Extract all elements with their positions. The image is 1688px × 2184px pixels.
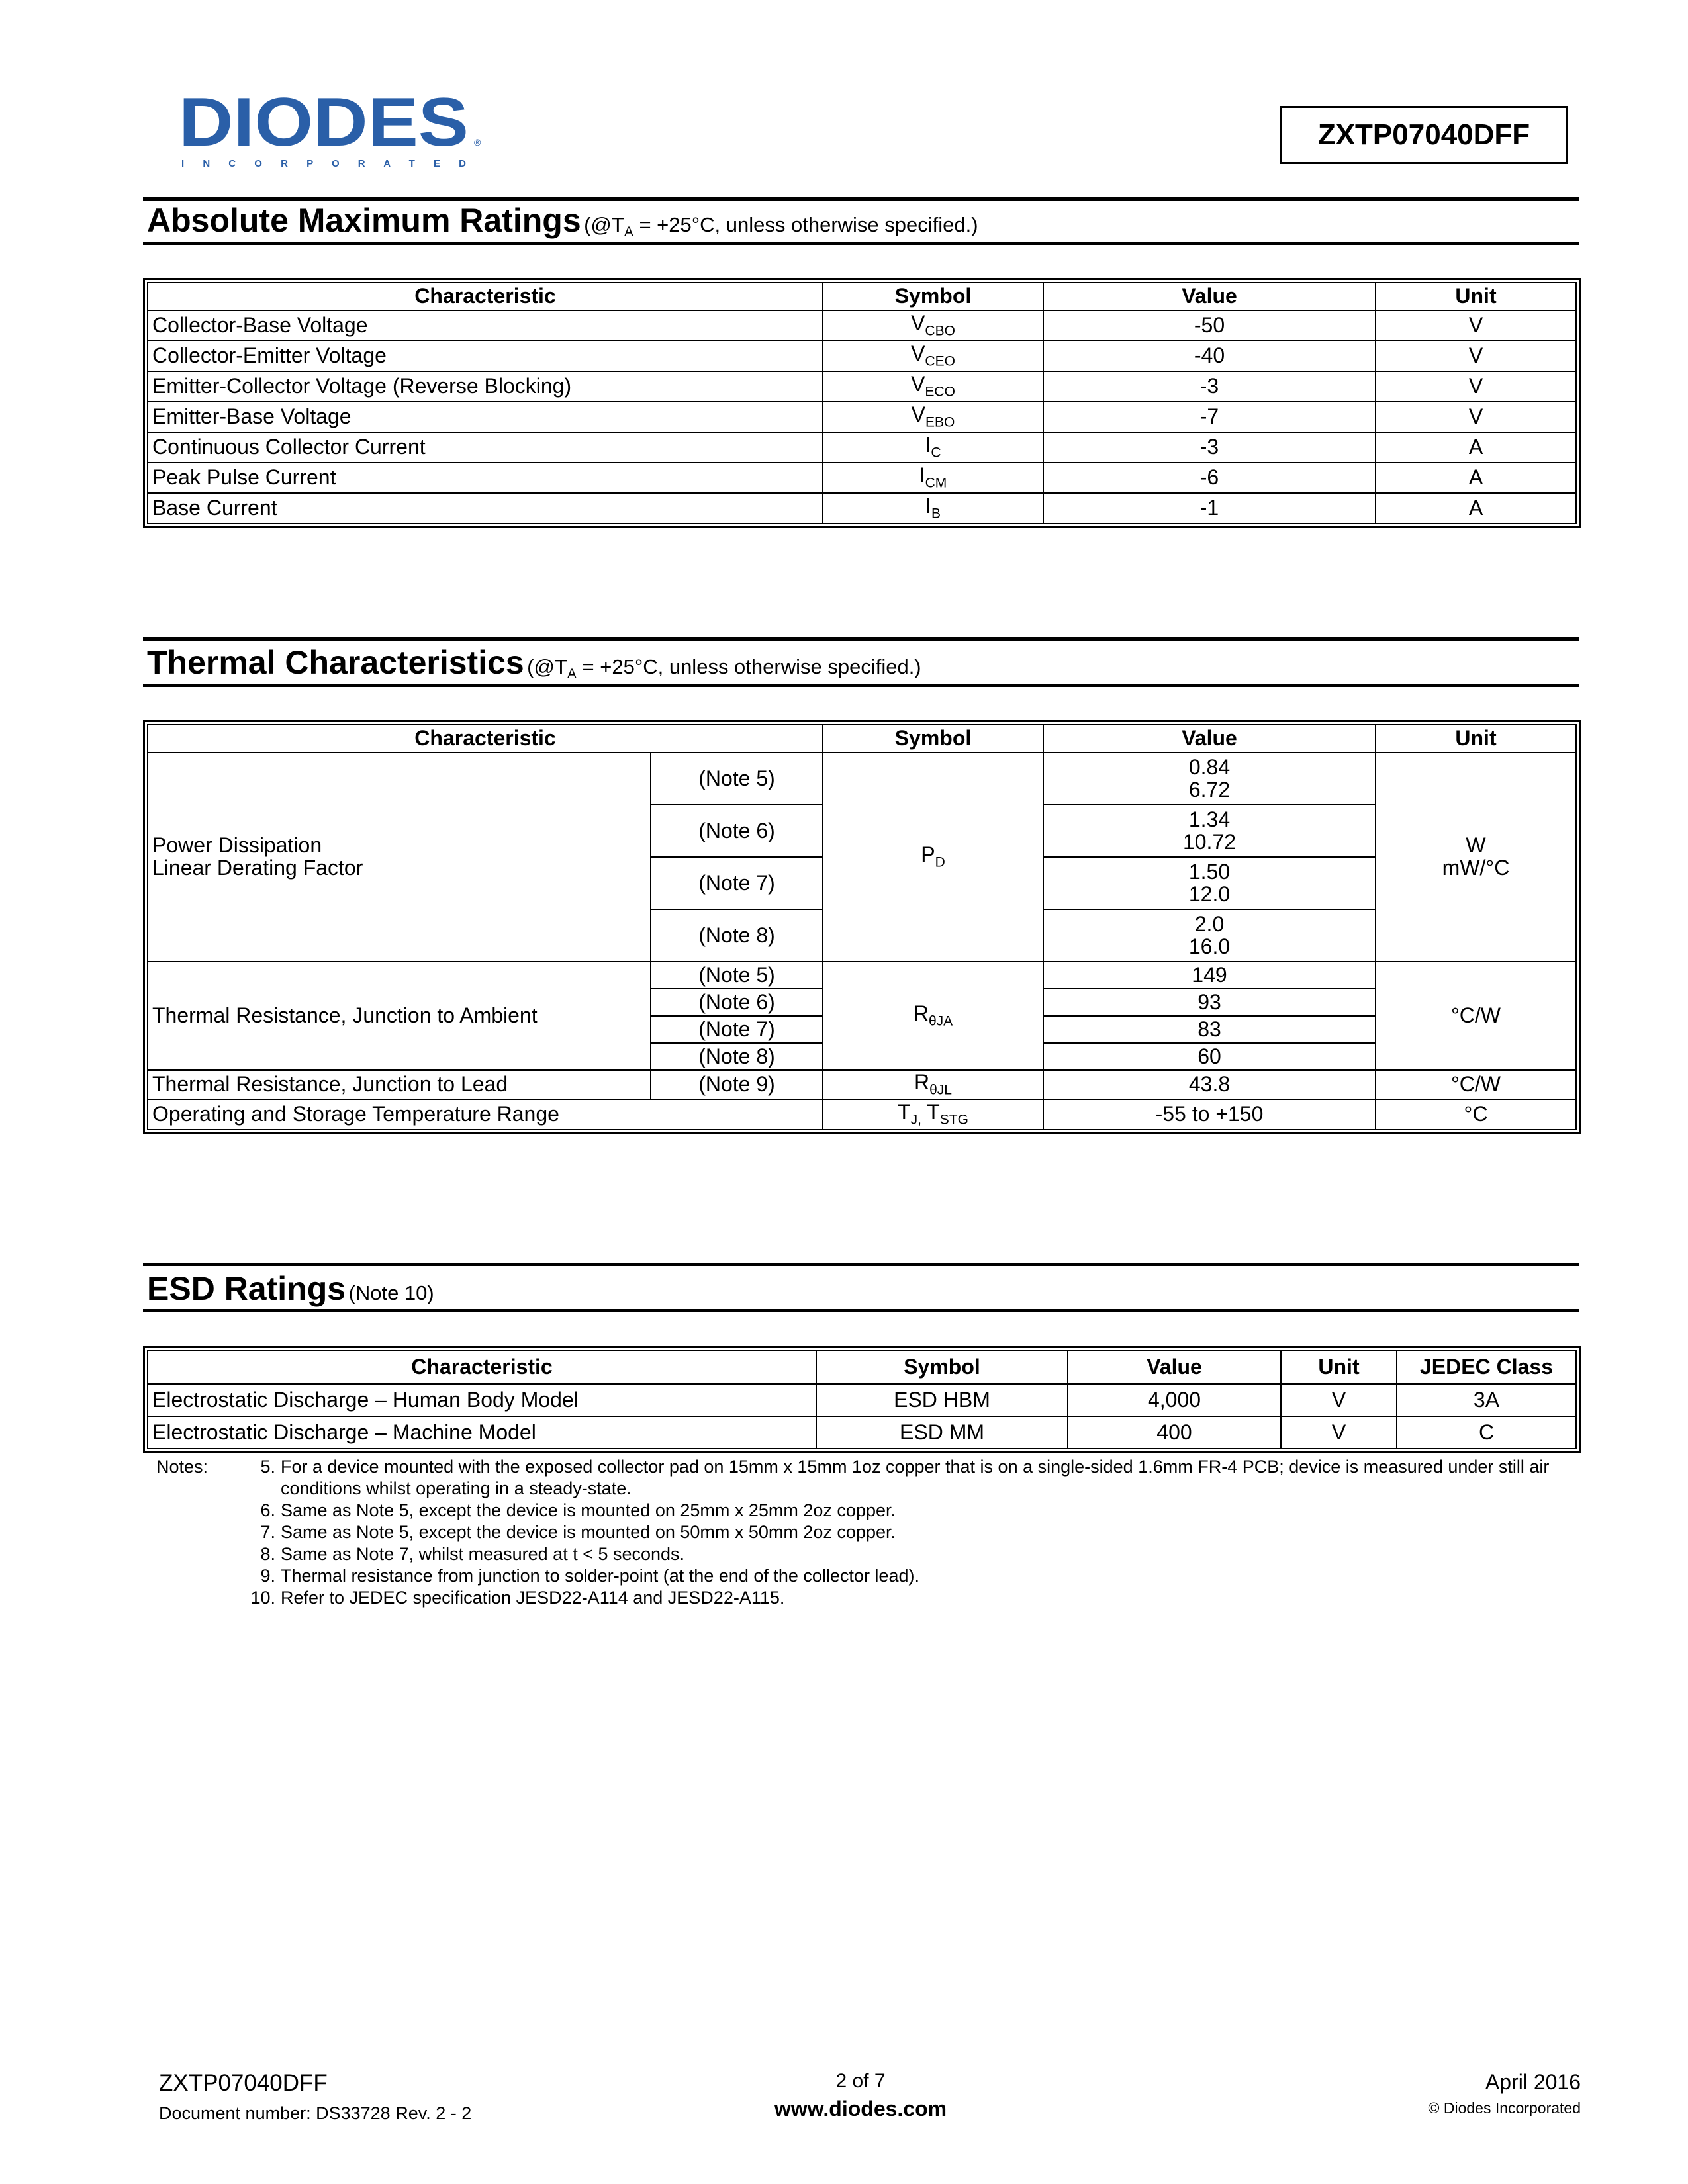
thermal-table bbox=[143, 720, 1581, 1134]
value-cell: -40 bbox=[1043, 341, 1376, 371]
value-cell: 149 bbox=[1043, 962, 1376, 989]
value-cell: -3 bbox=[1043, 432, 1376, 463]
note-item: 5. For a device mounted with the exposed collector pad on 15mm x 15mm 1oz copper that is on a single-sided 1.6mm FR-4 PCB; device is measured under still air conditions whilst operating in a steady-state. bbox=[260, 1457, 1550, 1498]
unit-cell: W mW/°C bbox=[1376, 752, 1576, 962]
value-cell: 0.84 6.72 bbox=[1043, 752, 1376, 805]
characteristic-cell: Peak Pulse Current bbox=[148, 463, 823, 493]
characteristic-cell: Emitter-Base Voltage bbox=[148, 402, 823, 432]
unit-cell: V bbox=[1281, 1384, 1397, 1416]
class-cell: C bbox=[1397, 1416, 1576, 1449]
amr-condition: ($@T_A = +25^\circ C$, unless otherwise specified.) bbox=[584, 212, 978, 240]
unit-cell: A bbox=[1376, 493, 1576, 523]
table-row bbox=[148, 463, 1576, 493]
note-item: 10. Refer to JEDEC specification JESD22-A114 and JESD22-A115. bbox=[250, 1588, 785, 1608]
symbol-cell: $R_{\theta JL}$ bbox=[823, 1070, 1043, 1099]
col-header: Unit bbox=[1376, 283, 1576, 310]
table-row bbox=[148, 1070, 1576, 1099]
esd-table bbox=[143, 1346, 1581, 1453]
unit-cell: °C/W bbox=[1376, 1070, 1576, 1099]
characteristic-cell: Emitter-Collector Voltage (Reverse Blocking) bbox=[148, 371, 823, 402]
footer-copyright: © Diodes Incorporated bbox=[1428, 2099, 1581, 2116]
note-cell: (Note 6) bbox=[651, 989, 823, 1016]
col-header: Unit bbox=[1376, 725, 1576, 752]
note-item: 9. Thermal resistance from junction to solder-point (at the end of the collector lead). bbox=[260, 1566, 919, 1586]
value-cell: 1.34 10.72 bbox=[1043, 805, 1376, 857]
symbol-cell: ESD MM bbox=[816, 1416, 1068, 1449]
col-header: Characteristic bbox=[148, 1351, 816, 1384]
logo-wordmark: DIODES bbox=[179, 93, 469, 161]
unit-cell: V bbox=[1281, 1416, 1397, 1449]
note-cell: (Note 9) bbox=[651, 1070, 823, 1099]
table-header-row bbox=[148, 283, 1576, 310]
table-row bbox=[148, 962, 1576, 989]
characteristic-cell: Collector-Base Voltage bbox=[148, 310, 823, 341]
note-cell: (Note 5) bbox=[651, 962, 823, 989]
col-header: Characteristic bbox=[148, 283, 823, 310]
value-cell: 4,000 bbox=[1068, 1384, 1281, 1416]
notes-list bbox=[242, 1456, 1566, 1609]
characteristic-cell: Collector-Emitter Voltage bbox=[148, 341, 823, 371]
symbol-cell: $I_{CM}$ bbox=[823, 463, 1043, 493]
table-row bbox=[148, 310, 1576, 341]
col-header: Symbol bbox=[823, 725, 1043, 752]
footer-part-number: ZXTP07040DFF bbox=[159, 2070, 328, 2096]
symbol-cell: $V_{CBO}$ bbox=[823, 310, 1043, 341]
table-row bbox=[148, 1384, 1576, 1416]
diodes-logo-mark bbox=[179, 93, 483, 172]
table-header-row bbox=[148, 725, 1576, 752]
table-row bbox=[148, 341, 1576, 371]
unit-cell: A bbox=[1376, 432, 1576, 463]
thermal-heading bbox=[143, 637, 1579, 687]
characteristic-cell: Base Current bbox=[148, 493, 823, 523]
unit-cell: V bbox=[1376, 371, 1576, 402]
table-row bbox=[148, 1416, 1576, 1449]
amr-table bbox=[143, 278, 1581, 528]
value-cell: 60 bbox=[1043, 1043, 1376, 1070]
logo-subtext: I N C O R P O R A T E D bbox=[181, 158, 466, 169]
col-header: Characteristic bbox=[148, 725, 823, 752]
notes-label: Notes: bbox=[156, 1457, 209, 1477]
symbol-cell: $V_{CEO}$ bbox=[823, 341, 1043, 371]
table-row bbox=[148, 493, 1576, 523]
symbol-cell: $P_D$ bbox=[823, 752, 1043, 962]
symbol-cell: $I_B$ bbox=[823, 493, 1043, 523]
value-cell: 2.0 16.0 bbox=[1043, 909, 1376, 962]
unit-cell: V bbox=[1376, 310, 1576, 341]
value-cell: -1 bbox=[1043, 493, 1376, 523]
unit-cell: V bbox=[1376, 341, 1576, 371]
footer-page-number: 2 of 7 bbox=[835, 2070, 886, 2092]
footer-document-number: Document number: DS33728 Rev. 2 - 2 bbox=[159, 2103, 472, 2123]
symbol-cell: $R_{\theta JA}$ bbox=[823, 962, 1043, 1070]
col-header: Value bbox=[1043, 283, 1376, 310]
value-cell: 43.8 bbox=[1043, 1070, 1376, 1099]
note-item: 7. Same as Note 5, except the device is mounted on 50mm x 50mm 2oz copper. bbox=[260, 1522, 896, 1542]
col-header: Value bbox=[1043, 725, 1376, 752]
note-cell: (Note 6) bbox=[651, 805, 823, 857]
class-cell: 3A bbox=[1397, 1384, 1576, 1416]
characteristic-cell: Electrostatic Discharge – Human Body Model bbox=[148, 1384, 816, 1416]
symbol-cell: $V_{EBO}$ bbox=[823, 402, 1043, 432]
value-cell: 93 bbox=[1043, 989, 1376, 1016]
symbol-cell: $T_{J,}$ $T_{STG}$ bbox=[823, 1099, 1043, 1130]
symbol-cell: $V_{ECO}$ bbox=[823, 371, 1043, 402]
footer-website-link[interactable]: www.diodes.com bbox=[774, 2097, 947, 2120]
note-cell: (Note 7) bbox=[651, 857, 823, 909]
esd-title: ESD Ratings bbox=[147, 1270, 346, 1307]
table-row bbox=[148, 432, 1576, 463]
table-header-row bbox=[148, 1351, 1576, 1384]
value-cell: -6 bbox=[1043, 463, 1376, 493]
unit-cell: °C bbox=[1376, 1099, 1576, 1130]
esd-heading bbox=[143, 1263, 1579, 1312]
svg-text:®: ® bbox=[474, 137, 481, 148]
symbol-cell: ESD HBM bbox=[816, 1384, 1068, 1416]
value-cell: -3 bbox=[1043, 371, 1376, 402]
value-cell: -7 bbox=[1043, 402, 1376, 432]
value-cell: -50 bbox=[1043, 310, 1376, 341]
col-header: Symbol bbox=[816, 1351, 1068, 1384]
col-header: Symbol bbox=[823, 283, 1043, 310]
table-row bbox=[148, 1099, 1576, 1130]
part-number: ZXTP07040DFF bbox=[1317, 118, 1530, 151]
thermal-condition: ($@T_A = +25^\circ C$, unless otherwise specified.) bbox=[527, 655, 921, 682]
characteristic-cell: Continuous Collector Current bbox=[148, 432, 823, 463]
table-row bbox=[148, 402, 1576, 432]
characteristic-cell: Thermal Resistance, Junction to Ambient bbox=[148, 962, 651, 1070]
unit-cell: V bbox=[1376, 402, 1576, 432]
value-cell: -55 to +150 bbox=[1043, 1099, 1376, 1130]
col-header: JEDEC Class bbox=[1397, 1351, 1576, 1384]
symbol-cell: $I_C$ bbox=[823, 432, 1043, 463]
table-row bbox=[148, 752, 1576, 805]
note-item: 6. Same as Note 5, except the device is mounted on 25mm x 25mm 2oz copper. bbox=[260, 1500, 896, 1520]
note-cell: (Note 8) bbox=[651, 909, 823, 962]
value-cell: 83 bbox=[1043, 1016, 1376, 1043]
power-dissipation-cell: Power Dissipation Linear Derating Factor bbox=[148, 752, 651, 962]
col-header: Unit bbox=[1281, 1351, 1397, 1384]
footer-date: April 2016 bbox=[1485, 2070, 1581, 2094]
characteristic-cell: Electrostatic Discharge – Machine Model bbox=[148, 1416, 816, 1449]
amr-title: Absolute Maximum Ratings bbox=[147, 201, 581, 239]
value-cell: 400 bbox=[1068, 1416, 1281, 1449]
part-number-box bbox=[1280, 106, 1568, 164]
note-item: 8. Same as Note 7, whilst measured at t < 5 seconds. bbox=[260, 1544, 685, 1564]
characteristic-cell: Thermal Resistance, Junction to Lead bbox=[148, 1070, 651, 1099]
diodes-logo bbox=[179, 93, 483, 172]
unit-cell: °C/W bbox=[1376, 962, 1576, 1070]
thermal-title: Thermal Characteristics bbox=[147, 643, 524, 681]
esd-note: (Note 10) bbox=[348, 1281, 434, 1304]
characteristic-cell: Operating and Storage Temperature Range bbox=[148, 1099, 823, 1130]
unit-cell: A bbox=[1376, 463, 1576, 493]
table-row bbox=[148, 371, 1576, 402]
amr-heading bbox=[143, 197, 1579, 245]
note-cell: (Note 7) bbox=[651, 1016, 823, 1043]
col-header: Value bbox=[1068, 1351, 1281, 1384]
value-cell: 1.50 12.0 bbox=[1043, 857, 1376, 909]
note-cell: (Note 8) bbox=[651, 1043, 823, 1070]
note-cell: (Note 5) bbox=[651, 752, 823, 805]
